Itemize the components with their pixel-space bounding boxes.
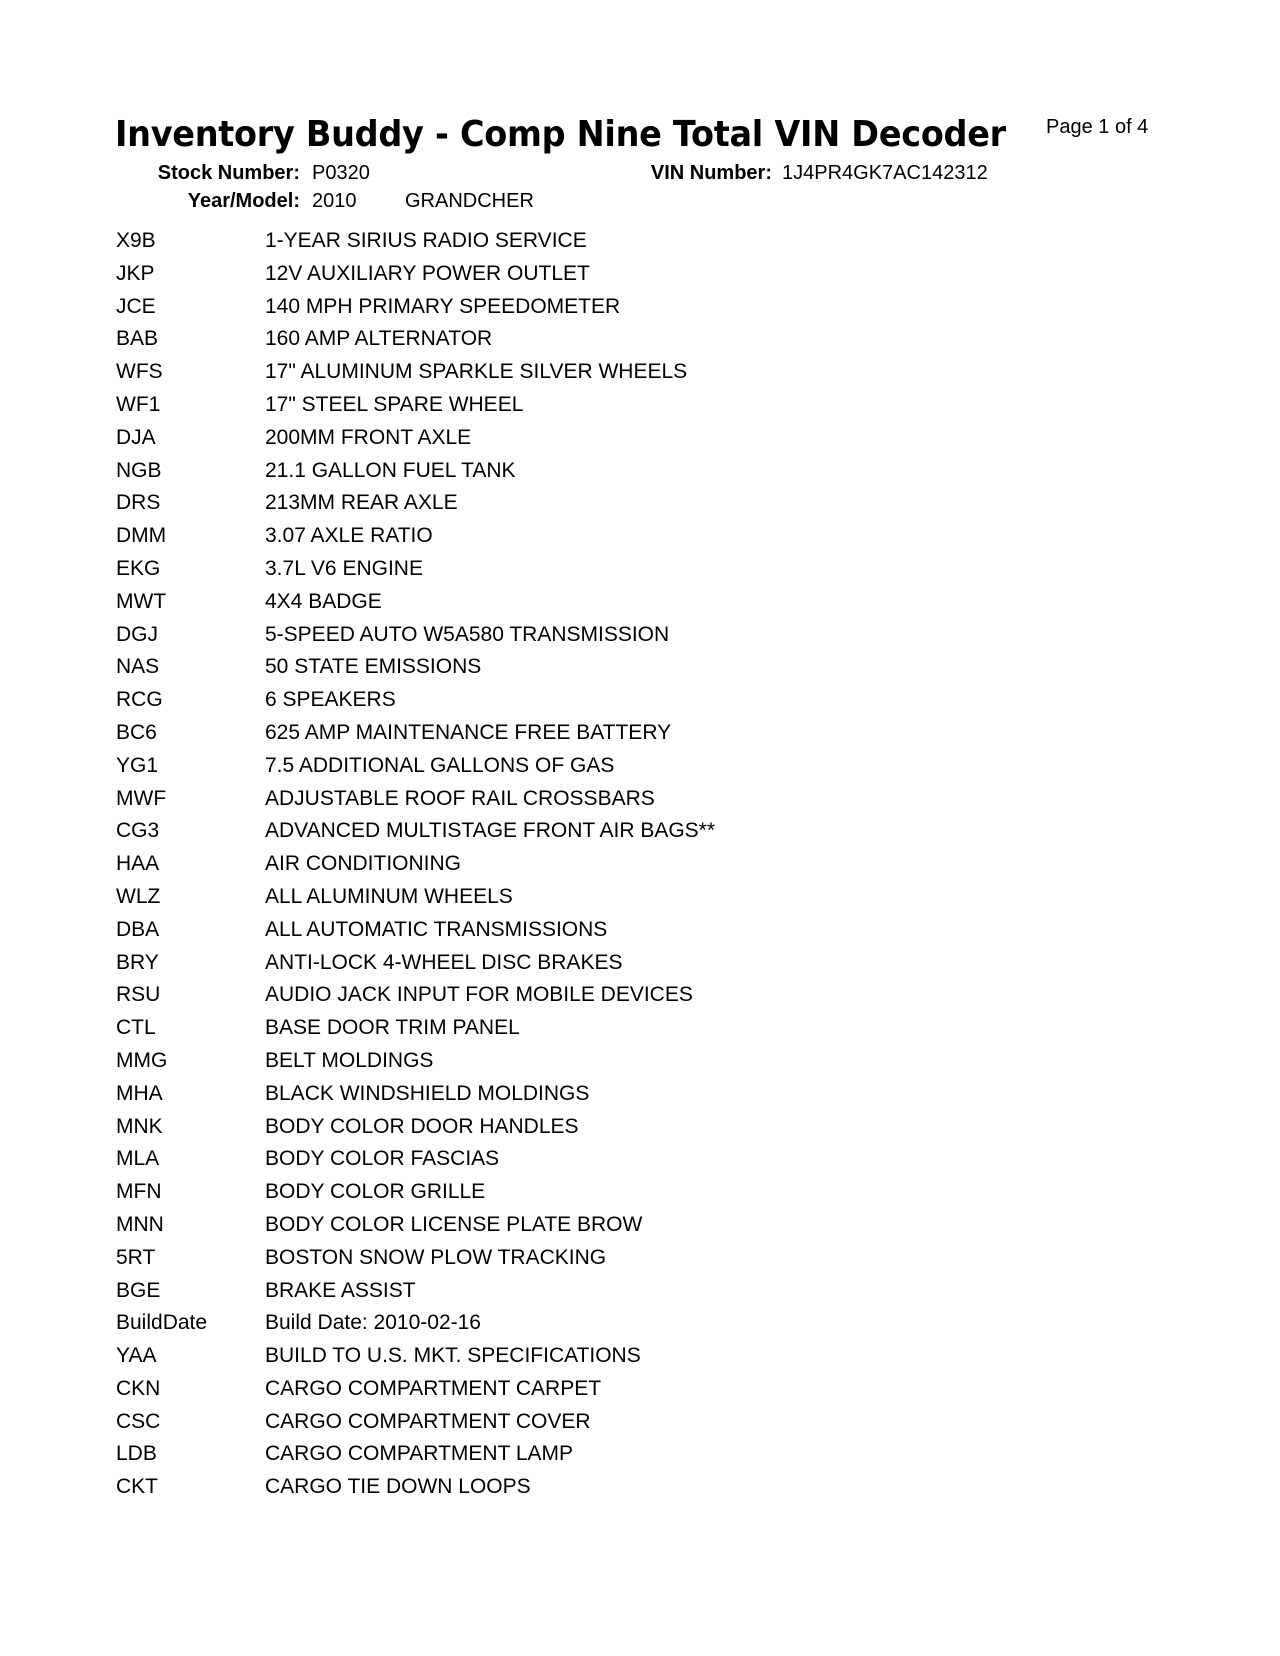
option-code: MNK <box>116 1114 163 1138</box>
option-code: YAA <box>116 1344 157 1368</box>
option-description: Build Date: 2010-02-16 <box>265 1311 481 1335</box>
option-code: MLA <box>116 1147 160 1171</box>
option-description: BRAKE ASSIST <box>265 1278 416 1302</box>
option-description: 4X4 BADGE <box>265 589 382 613</box>
stock-number-label: Stock Number: <box>157 162 300 184</box>
option-description: 7.5 ADDITIONAL GALLONS OF GAS <box>265 753 615 777</box>
option-description: 6 SPEAKERS <box>265 688 396 712</box>
option-code: DGJ <box>116 622 158 646</box>
option-description: 17" STEEL SPARE WHEEL <box>265 392 524 416</box>
option-description: 17" ALUMINUM SPARKLE SILVER WHEELS <box>265 360 688 384</box>
option-description: BODY COLOR GRILLE <box>265 1180 486 1204</box>
option-description: BLACK WINDSHIELD MOLDINGS <box>265 1081 590 1105</box>
option-description: ALL AUTOMATIC TRANSMISSIONS <box>265 917 608 941</box>
option-code: DBA <box>116 917 160 941</box>
option-description: BASE DOOR TRIM PANEL <box>265 1016 520 1040</box>
option-code: MWT <box>116 589 167 613</box>
option-code: CTL <box>116 1016 156 1040</box>
option-code: EKG <box>116 556 161 580</box>
option-description: ALL ALUMINUM WHEELS <box>265 884 513 908</box>
option-code: 5RT <box>116 1245 156 1269</box>
year-model-label: Year/Model: <box>187 190 300 212</box>
option-code: RSU <box>116 983 161 1007</box>
option-code: MWF <box>116 786 167 810</box>
option-code: BuildDate <box>116 1311 208 1335</box>
option-code: YG1 <box>116 753 159 777</box>
option-code: RCG <box>116 688 163 712</box>
option-description: ANTI-LOCK 4-WHEEL DISC BRAKES <box>265 950 623 974</box>
option-description: BELT MOLDINGS <box>265 1048 434 1072</box>
year-value: 2010 <box>312 190 357 212</box>
option-description: 3.07 AXLE RATIO <box>265 524 433 548</box>
option-code: MFN <box>116 1180 162 1204</box>
option-code: CKT <box>116 1475 158 1499</box>
option-description: CARGO COMPARTMENT CARPET <box>265 1376 602 1400</box>
stock-number-value: P0320 <box>312 162 370 184</box>
option-description: 1-YEAR SIRIUS RADIO SERVICE <box>265 229 587 252</box>
option-description: 140 MPH PRIMARY SPEEDOMETER <box>265 294 621 318</box>
option-description: AUDIO JACK INPUT FOR MOBILE DEVICES <box>265 983 693 1007</box>
option-description: BODY COLOR DOOR HANDLES <box>265 1114 579 1138</box>
option-code: NAS <box>116 655 160 679</box>
option-description: BODY COLOR FASCIAS <box>265 1147 500 1171</box>
option-description: CARGO COMPARTMENT COVER <box>265 1409 591 1433</box>
page-number: Page 1 of 4 <box>1046 116 1149 138</box>
option-code: WFS <box>116 360 163 384</box>
option-description: 21.1 GALLON FUEL TANK <box>265 458 516 482</box>
option-description: BOSTON SNOW PLOW TRACKING <box>265 1245 607 1269</box>
option-code: LDB <box>116 1442 157 1466</box>
option-description: 5-SPEED AUTO W5A580 TRANSMISSION <box>265 622 670 646</box>
option-code: BAB <box>116 327 159 351</box>
option-code: HAA <box>116 852 160 876</box>
option-code: DRS <box>116 491 161 515</box>
vin-number-value: 1J4PR4GK7AC142312 <box>782 162 988 184</box>
option-code: WLZ <box>116 884 161 908</box>
option-code: CG3 <box>116 819 160 843</box>
page-title: Inventory Buddy - Comp Nine Total VIN Decoder <box>115 114 1006 155</box>
option-description: 160 AMP ALTERNATOR <box>265 327 493 351</box>
option-code: BRY <box>116 950 159 974</box>
option-code: DMM <box>116 524 167 548</box>
option-description: BODY COLOR LICENSE PLATE BROW <box>265 1212 643 1236</box>
option-code: DJA <box>116 425 156 449</box>
option-code: X9B <box>116 229 156 252</box>
option-description: 213MM REAR AXLE <box>265 491 458 515</box>
option-code: NGB <box>116 458 162 482</box>
option-code: BGE <box>116 1278 161 1302</box>
vin-number-label: VIN Number: <box>650 162 772 184</box>
option-description: 3.7L V6 ENGINE <box>265 556 423 580</box>
option-code: MNN <box>116 1212 164 1236</box>
option-description: CARGO TIE DOWN LOOPS <box>265 1475 531 1499</box>
option-code: CSC <box>116 1409 161 1433</box>
option-description: 12V AUXILIARY POWER OUTLET <box>265 261 590 285</box>
option-description: BUILD TO U.S. MKT. SPECIFICATIONS <box>265 1344 641 1368</box>
option-code: MHA <box>116 1081 163 1105</box>
option-description: 50 STATE EMISSIONS <box>265 655 482 679</box>
option-code: JKP <box>116 261 155 285</box>
option-description: ADJUSTABLE ROOF RAIL CROSSBARS <box>265 786 655 810</box>
option-description: ADVANCED MULTISTAGE FRONT AIR BAGS** <box>265 819 716 843</box>
option-description: 625 AMP MAINTENANCE FREE BATTERY <box>265 720 672 744</box>
option-description: CARGO COMPARTMENT LAMP <box>265 1442 574 1466</box>
option-code: JCE <box>116 294 156 318</box>
option-description: AIR CONDITIONING <box>265 852 462 876</box>
option-code: CKN <box>116 1376 161 1400</box>
option-code: WF1 <box>116 392 161 416</box>
option-code: MMG <box>116 1048 168 1072</box>
model-value: GRANDCHER <box>405 190 534 212</box>
option-description: 200MM FRONT AXLE <box>265 425 472 449</box>
option-code: BC6 <box>116 720 157 744</box>
